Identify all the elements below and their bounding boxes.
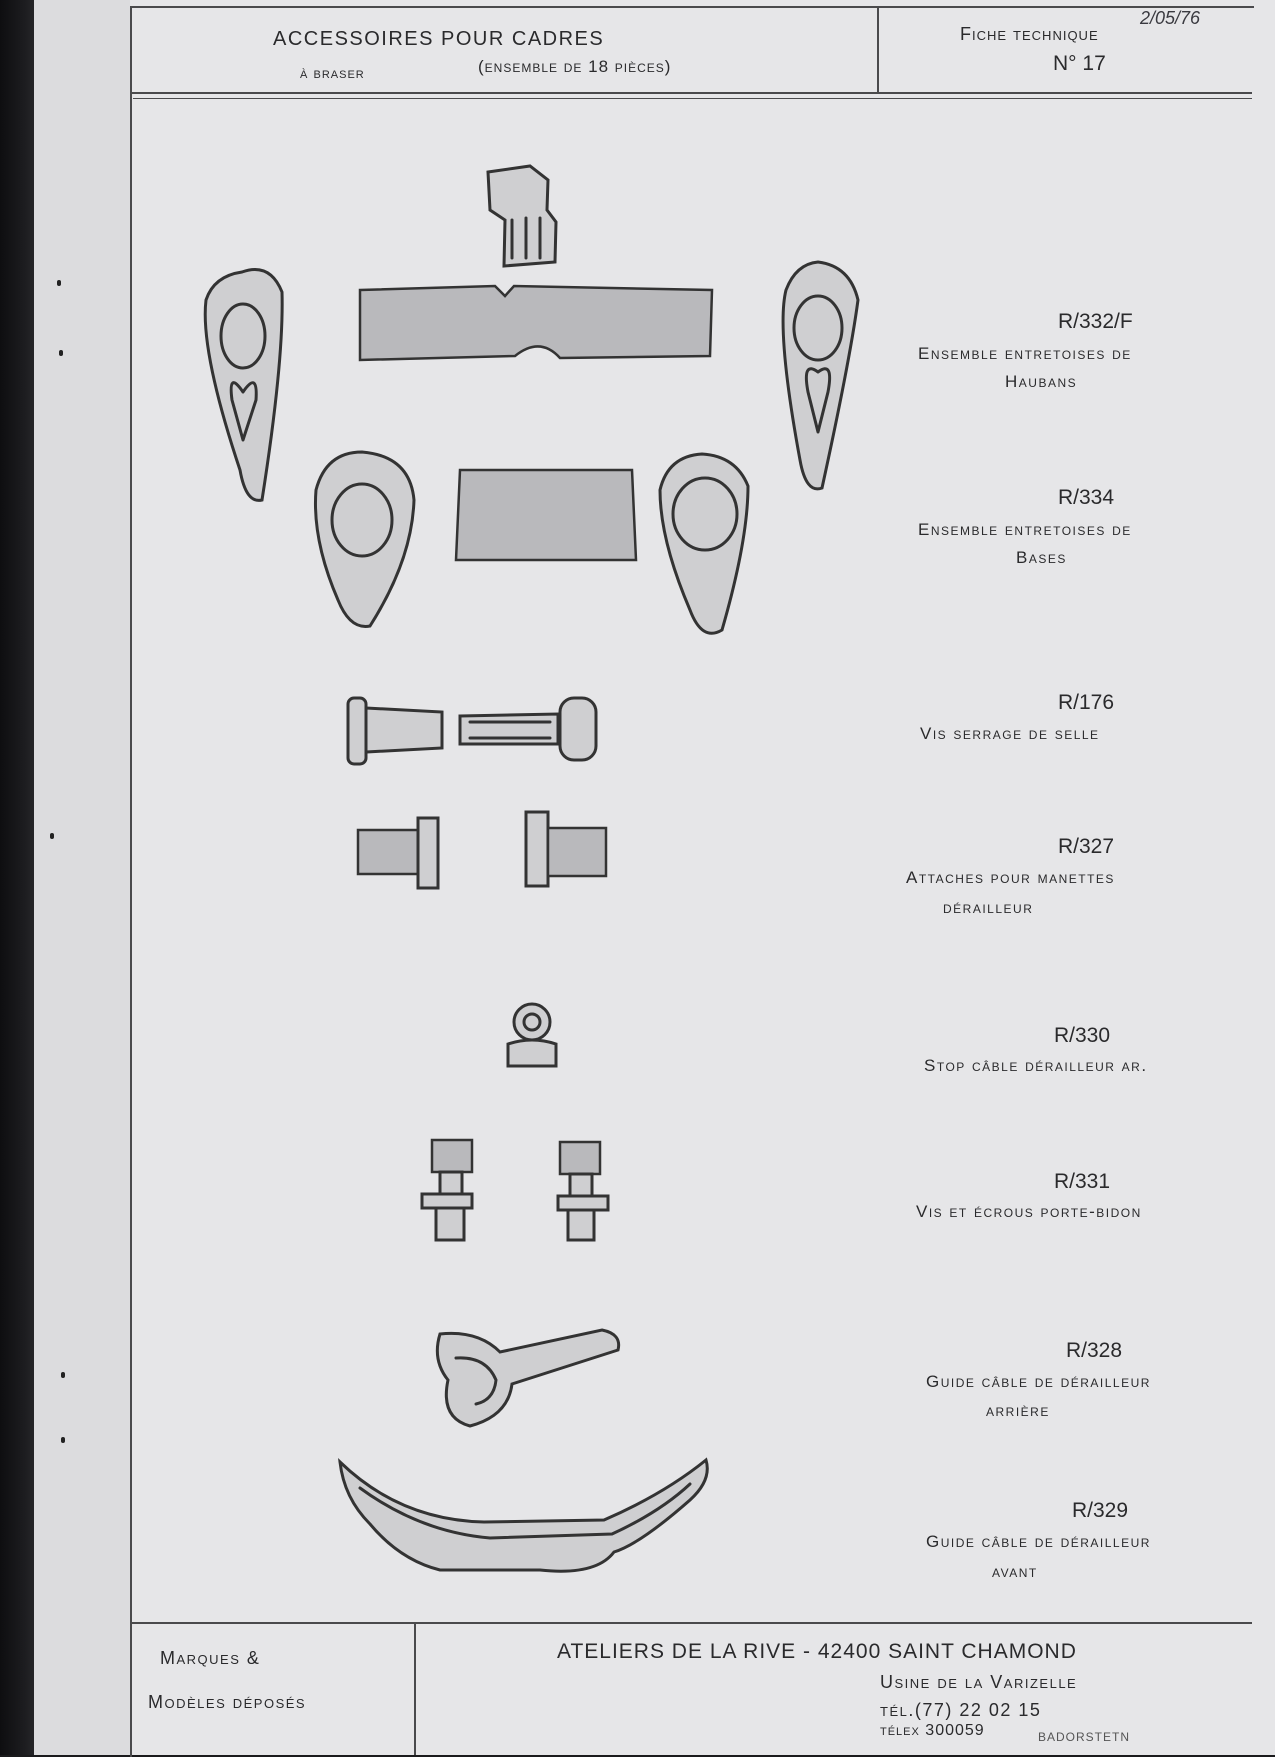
item-desc-line1: Ensemble entretoises de — [918, 520, 1132, 539]
item-desc-line2: arrière — [986, 1401, 1050, 1420]
footer-trademark-line1: Marques & — [160, 1648, 261, 1668]
document-title: ACCESSOIRES POUR CADRES — [273, 28, 605, 50]
footer-telex: télex 300059 — [880, 1722, 985, 1739]
item-ref: R/328 — [1066, 1339, 1123, 1362]
bottle-bolt-drawing — [422, 1140, 608, 1240]
item-ref: R/329 — [1072, 1499, 1129, 1522]
shifter-boss-drawing — [358, 812, 606, 888]
handwritten-date: 2/05/76 — [1140, 8, 1201, 28]
footer-phone: tél.(77) 22 02 15 — [880, 1700, 1042, 1720]
item-desc-line1: Vis et écrous porte-bidon — [916, 1202, 1142, 1221]
rear-cable-guide-drawing — [437, 1330, 618, 1426]
item-desc-line1: Guide câble de dérailleur — [926, 1372, 1151, 1391]
item-desc-line1: Attaches pour manettes — [906, 868, 1115, 887]
item-ref: R/334 — [1058, 486, 1115, 509]
item-desc-line2: Bases — [1016, 548, 1067, 567]
item-ref: R/327 — [1058, 835, 1115, 858]
item-ref: R/332/F — [1058, 310, 1133, 333]
item-desc-line1: Vis serrage de selle — [920, 724, 1100, 743]
item-desc-line2: avant — [992, 1562, 1038, 1581]
cable-stop-drawing — [508, 1004, 556, 1066]
item-desc-line1: Stop câble dérailleur ar. — [924, 1056, 1148, 1075]
item-desc-line2: Haubans — [1005, 372, 1078, 391]
footer-telex-suffix: BADORSTETN — [1038, 1730, 1131, 1744]
chain-stay-bridge-drawing — [315, 452, 748, 633]
item-ref: R/331 — [1054, 1170, 1111, 1193]
item-ref: R/330 — [1054, 1024, 1111, 1047]
footer-plant: Usine de la Varizelle — [880, 1672, 1078, 1692]
footer-company: ATELIERS DE LA RIVE - 42400 SAINT CHAMOND — [557, 1640, 1077, 1663]
item-desc-line2: dérailleur — [943, 898, 1034, 917]
item-ref: R/176 — [1058, 691, 1115, 714]
item-desc-line1: Guide câble de dérailleur — [926, 1532, 1151, 1551]
front-cable-guide-drawing — [340, 1460, 707, 1571]
seat-bolt-drawing — [348, 698, 596, 764]
footer-trademark-line2: Modèles déposés — [148, 1692, 307, 1712]
subtitle-left: à braser — [300, 65, 365, 82]
subtitle-right: (ensemble de 18 pièces) — [478, 57, 672, 76]
sheet-label: Fiche technique — [960, 24, 1099, 44]
sheet-number: N° 17 — [1053, 52, 1106, 75]
seat-stay-bridge-drawing — [205, 166, 858, 500]
item-desc-line1: Ensemble entretoises de — [918, 344, 1132, 363]
